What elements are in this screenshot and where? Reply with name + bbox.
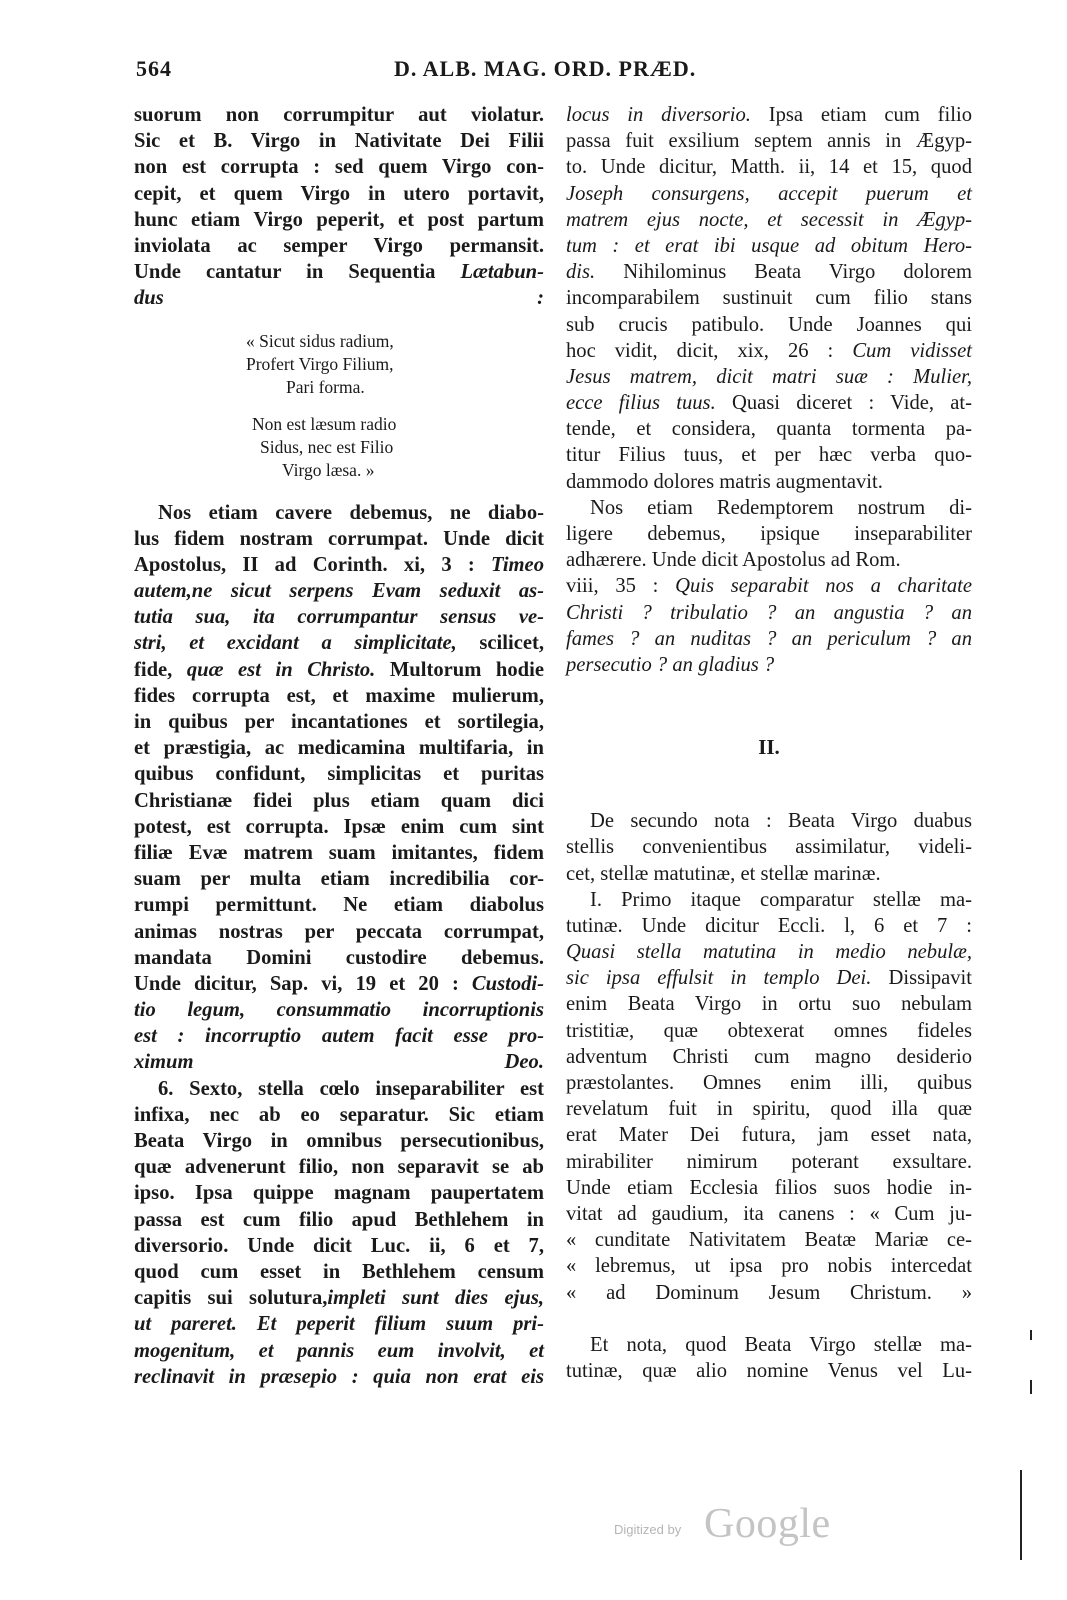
roman-text: viii, 35 : [566, 575, 676, 598]
roman-text: tende, et considera, quanta tormenta pa- [566, 418, 972, 441]
text-line [134, 526, 544, 552]
text-line [566, 1096, 972, 1122]
text-line [566, 1175, 972, 1201]
text-line [134, 840, 544, 866]
italic-text: persecutio ? an gladius ? [566, 653, 775, 676]
text-line [134, 892, 544, 918]
italic-text: reclinavit in præsepio : quia non erat eis [134, 1365, 544, 1388]
text-line [566, 495, 972, 521]
text-line [566, 1358, 972, 1384]
text-line [134, 814, 544, 840]
roman-text: to. Unde dicitur, Matth. ii, 14 et 15, quod [566, 156, 972, 179]
text-line [566, 1280, 972, 1306]
text-line [134, 866, 544, 892]
roman-text: adhærere. Unde dicit Apostolus ad Rom. [566, 549, 901, 572]
roman-text: potest, est corrupta. Ipsæ enim cum sint [134, 815, 544, 838]
italic-text: ecce filius tuus. [566, 392, 716, 415]
italic-text: Lætabun- [460, 261, 544, 284]
text-line [566, 600, 972, 626]
sequence-quotation [134, 330, 544, 482]
roman-text: Unde dicitur, Sap. vi, 19 et 20 : [134, 972, 472, 995]
roman-text: mirabiliter nimirum poterant exsultare. [566, 1150, 972, 1173]
roman-text: Unde etiam Ecclesia filios suos hodie in- [566, 1176, 972, 1199]
text-line [566, 547, 972, 573]
text-line [134, 997, 544, 1023]
roman-text: De secundo nota : Beata Virgo duabus [590, 810, 972, 833]
roman-text: « lebremus, ut ipsa pro nobis intercedat [566, 1255, 972, 1278]
text-line [134, 630, 544, 656]
roman-text: Beata Virgo in omnibus persecutionibus, [134, 1130, 544, 1152]
page-edge-mark [1020, 1470, 1022, 1560]
roman-text: inviolata ac semper Virgo permansit. [134, 234, 544, 257]
roman-text: stellis convenientibus assimilatur, videli- [566, 836, 972, 859]
roman-text: I. Primo itaque comparatur stellæ ma- [590, 888, 972, 911]
text-line [566, 1149, 972, 1175]
roman-text: incomparabilem sustinuit cum filio stans [566, 287, 972, 310]
roman-text: Nos etiam cavere debemus, ne diabo- [158, 501, 544, 524]
text-line [134, 604, 544, 630]
roman-text: erat Mater Dei futura, jam esset nata, [566, 1124, 972, 1147]
italic-text: dus : [134, 287, 544, 310]
roman-text: Multorum hodie [375, 658, 544, 681]
roman-text: dammodo dolores matris augmentavit. [566, 470, 883, 493]
roman-text: titur Filius tuus, et per hæc verba quo- [566, 444, 972, 467]
roman-text: hoc vidit, dicit, xix, 26 : [566, 339, 853, 362]
roman-text: filiæ Evæ matrem suam imitantes, fidem [134, 841, 544, 864]
text-line [134, 552, 544, 578]
text-line [134, 919, 544, 945]
italic-text: matrem ejus nocte, et secessit in Ægyp- [566, 208, 972, 231]
italic-text: Joseph consurgens, accepit puerum et [566, 182, 972, 205]
roman-text: scilicet, [456, 632, 545, 655]
text-line [566, 1332, 972, 1358]
roman-text: non est corrupta : sed quem Virgo con- [134, 156, 544, 179]
roman-text: tutinæ, quæ alio nomine Venus vel Lu- [566, 1359, 972, 1382]
google-logo: Google [704, 1501, 831, 1547]
section-heading: II. [758, 735, 780, 760]
text-line [566, 233, 972, 259]
text-line [134, 1180, 544, 1206]
italic-text: mogenitum, et pannis eum involvit, et [134, 1339, 544, 1362]
text-line [134, 1259, 544, 1285]
italic-text: ut pareret. Et peperit filium suum pri- [134, 1313, 544, 1336]
poem-line: Profert Virgo Filium, [246, 353, 394, 374]
text-line [566, 338, 972, 364]
page-header [134, 52, 971, 92]
italic-text: Quis separabit nos a charitate [675, 575, 973, 598]
text-line [134, 945, 544, 971]
text-line [134, 788, 544, 814]
text-line [566, 1122, 972, 1148]
roman-text: enim Beata Virgo in ortu suo nebulam [566, 993, 972, 1016]
roman-text: mandata Domini custodire debemus. [134, 946, 544, 969]
text-line [566, 626, 972, 652]
roman-text: Quasi diceret : Vide, at- [715, 392, 972, 415]
italic-text: Quasi stella matutina in medio nebulæ, [566, 941, 972, 964]
text-line [566, 390, 972, 416]
text-line [566, 181, 972, 207]
text-line [566, 416, 972, 442]
text-line [566, 861, 972, 887]
text-line [566, 521, 972, 547]
roman-text: adventum Christi cum magno desiderio [566, 1045, 972, 1068]
text-line [566, 259, 972, 285]
roman-text: ipso. Ipsa quippe magnam paupertatem [134, 1182, 544, 1205]
text-line [134, 233, 544, 259]
text-line [566, 128, 972, 154]
roman-text: Nihilominus Beata Virgo dolorem [595, 261, 972, 284]
text-line [566, 442, 972, 468]
roman-text: Unde cantatur in Sequentia [134, 261, 461, 284]
text-line [134, 1207, 544, 1233]
roman-text: tutinæ. Unde dicitur Eccli. l, 6 et 7 : [566, 914, 972, 937]
text-line [134, 578, 544, 604]
roman-text: sub crucis patibulo. Unde Joannes qui [566, 313, 972, 336]
text-line [134, 500, 544, 526]
text-line [566, 965, 972, 991]
text-line [566, 939, 972, 965]
right-column [566, 102, 972, 1384]
text-line [566, 102, 972, 128]
roman-text: diversorio. Unde dicit Luc. ii, 6 et 7, [134, 1234, 544, 1257]
roman-text: revelatum fuit in spiritu, quod illa quæ [566, 1098, 972, 1121]
roman-text: passa fuit exsilium septem annis in Ægyp- [566, 130, 972, 153]
italic-text: Custodi- [471, 972, 544, 995]
text-line [134, 1233, 544, 1259]
text-line [134, 1285, 544, 1311]
poem-line: Sidus, nec est Filio [260, 436, 394, 457]
text-line [566, 1227, 972, 1253]
text-line [566, 285, 972, 311]
italic-text: Christi ? tribulatio ? an angustia ? an [566, 601, 972, 624]
right-body-block-1 [566, 102, 972, 678]
italic-text: locus in diversorio. [566, 104, 751, 126]
roman-text: et præstigia, ac medicamina multifaria, in [134, 737, 544, 760]
text-line [566, 887, 972, 913]
roman-text: Et nota, quod Beata Virgo stellæ ma- [590, 1333, 972, 1356]
right-body-block-2 [566, 808, 972, 1306]
italic-text: fames ? an nuditas ? an periculum ? an [566, 627, 972, 650]
poem-line: Non est læsum radio [252, 413, 397, 434]
text-line [566, 808, 972, 834]
text-line [134, 128, 544, 154]
text-line [566, 834, 972, 860]
roman-text: præstolantes. Omnes enim illi, quibus [566, 1072, 972, 1094]
text-line [134, 102, 544, 128]
text-line [134, 1154, 544, 1180]
roman-text: capitis sui solutura, [134, 1287, 328, 1310]
text-line [134, 1364, 544, 1390]
italic-text: ximum Deo. [134, 1051, 544, 1074]
text-line [134, 709, 544, 735]
roman-text: Nos etiam Redemptorem nostrum di- [590, 496, 972, 519]
roman-text: Sic et B. Virgo in Nativitate Dei Filii [134, 130, 544, 153]
text-line [134, 971, 544, 997]
roman-text: tristitiæ, quæ obtexerat omnes fideles [566, 1019, 972, 1042]
text-line [134, 1338, 544, 1364]
roman-text: cet, stellæ matutinæ, et stellæ marinæ. [566, 862, 881, 885]
text-line [566, 1044, 972, 1070]
poem-line: Virgo læsa. » [282, 459, 375, 480]
roman-text: suam per multa etiam incredibilia cor- [134, 868, 544, 891]
text-line [566, 154, 972, 180]
roman-text: cepit, et quem Virgo in utero portavit, [134, 182, 544, 205]
roman-text: lus fidem nostram corrumpat. Unde dicit [134, 527, 544, 550]
roman-text: fide, [134, 658, 187, 681]
text-line [134, 181, 544, 207]
roman-text: vitat ad gaudium, ita canens : « Cum ju- [566, 1202, 972, 1225]
text-line [134, 1049, 544, 1075]
text-line [134, 1023, 544, 1049]
roman-text: « ad Dominum Jesum Christum. » [566, 1281, 972, 1304]
roman-text: quæ advenerunt filio, non separavit se ab [134, 1156, 544, 1179]
text-line [566, 991, 972, 1017]
text-line [134, 1076, 544, 1102]
page-edge-mark [1030, 1330, 1032, 1340]
text-line [566, 364, 972, 390]
roman-text: in quibus per incantationes et sortilegia, [134, 711, 544, 733]
page-edge-mark [1030, 1380, 1032, 1394]
text-line [566, 1201, 972, 1227]
text-line [566, 913, 972, 939]
italic-text: impleti sunt dies ejus, [327, 1287, 544, 1310]
watermark-prefix: Digitized by [614, 1522, 682, 1537]
poem-line: Pari forma. [286, 376, 365, 397]
italic-text: tum : et erat ibi usque ad obitum Hero- [566, 234, 972, 257]
roman-text: Ipsa etiam cum filio [750, 104, 972, 126]
italic-text: sic ipsa effulsit in templo Dei. [566, 967, 872, 990]
italic-text: dis. [566, 261, 596, 284]
italic-text: quæ est in Christo. [186, 658, 376, 681]
text-line [134, 207, 544, 233]
text-line [566, 573, 972, 599]
roman-text: Christianæ fidei plus etiam quam dici [134, 789, 544, 812]
text-line [566, 652, 972, 678]
roman-text: Apostolus, II ad Corinth. xi, 3 : [134, 553, 491, 576]
italic-text: tutia sua, ita corrumpantur sensus ve- [134, 606, 544, 629]
roman-text: passa est cum filio apud Bethlehem in [134, 1208, 544, 1231]
digitized-watermark [614, 1500, 854, 1560]
roman-text: Dissipavit [871, 967, 973, 990]
roman-text: hunc etiam Virgo peperit, et post partum [134, 208, 544, 231]
text-line [566, 1253, 972, 1279]
italic-text: autem,ne sicut serpens Evam seduxit as- [134, 580, 544, 603]
roman-text: animas nostras per peccata corrumpat, [134, 920, 544, 943]
right-body-block-3 [566, 1332, 972, 1384]
roman-text: fides corrupta est, et maxime mulierum, [134, 684, 544, 707]
text-line [134, 1102, 544, 1128]
text-line [134, 683, 544, 709]
italic-text: Cum vidisset [852, 339, 973, 362]
italic-text: stri, et excidant a simplicitate, [134, 632, 457, 655]
roman-text: suorum non corrumpitur aut violatur. [134, 104, 544, 126]
left-column [134, 102, 544, 1390]
roman-text: quibus confidunt, simplicitas et puritas [134, 763, 544, 786]
text-line [134, 285, 544, 311]
roman-text: infixa, nec ab eo separatur. Sic etiam [134, 1103, 544, 1126]
text-line [134, 1128, 544, 1154]
poem-line: « Sicut sidus radium, [246, 330, 394, 351]
italic-text: Timeo [491, 553, 544, 576]
roman-text: « cunditate Nativitatem Beatæ Mariæ ce- [566, 1229, 972, 1252]
roman-text: rumpi permittunt. Ne etiam diabolus [134, 894, 544, 917]
text-line [134, 761, 544, 787]
roman-text: quod cum esset in Bethlehem censum [134, 1260, 544, 1283]
roman-text: 6. Sexto, stella cœlo inseparabiliter est [158, 1077, 544, 1100]
text-line [566, 1070, 972, 1096]
text-line [566, 312, 972, 338]
text-line [134, 657, 544, 683]
text-line [134, 259, 544, 285]
roman-text: ligere debemus, ipsique inseparabiliter [566, 523, 972, 545]
text-line [566, 469, 972, 495]
text-line [134, 154, 544, 180]
italic-text: est : incorruptio autem facit esse pro- [134, 1025, 544, 1048]
text-line [134, 1311, 544, 1337]
text-line [134, 735, 544, 761]
italic-text: tio legum, consummatio incorruptionis [134, 999, 544, 1022]
text-line [566, 207, 972, 233]
text-line [566, 1018, 972, 1044]
running-title: D. ALB. MAG. ORD. PRÆD. [394, 56, 697, 81]
left-body-paragraphs [134, 500, 544, 1390]
page-number: 564 [136, 56, 172, 81]
italic-text: Jesus matrem, dicit matri suæ : Mulier, [566, 365, 972, 388]
left-intro-paragraph [134, 102, 544, 312]
